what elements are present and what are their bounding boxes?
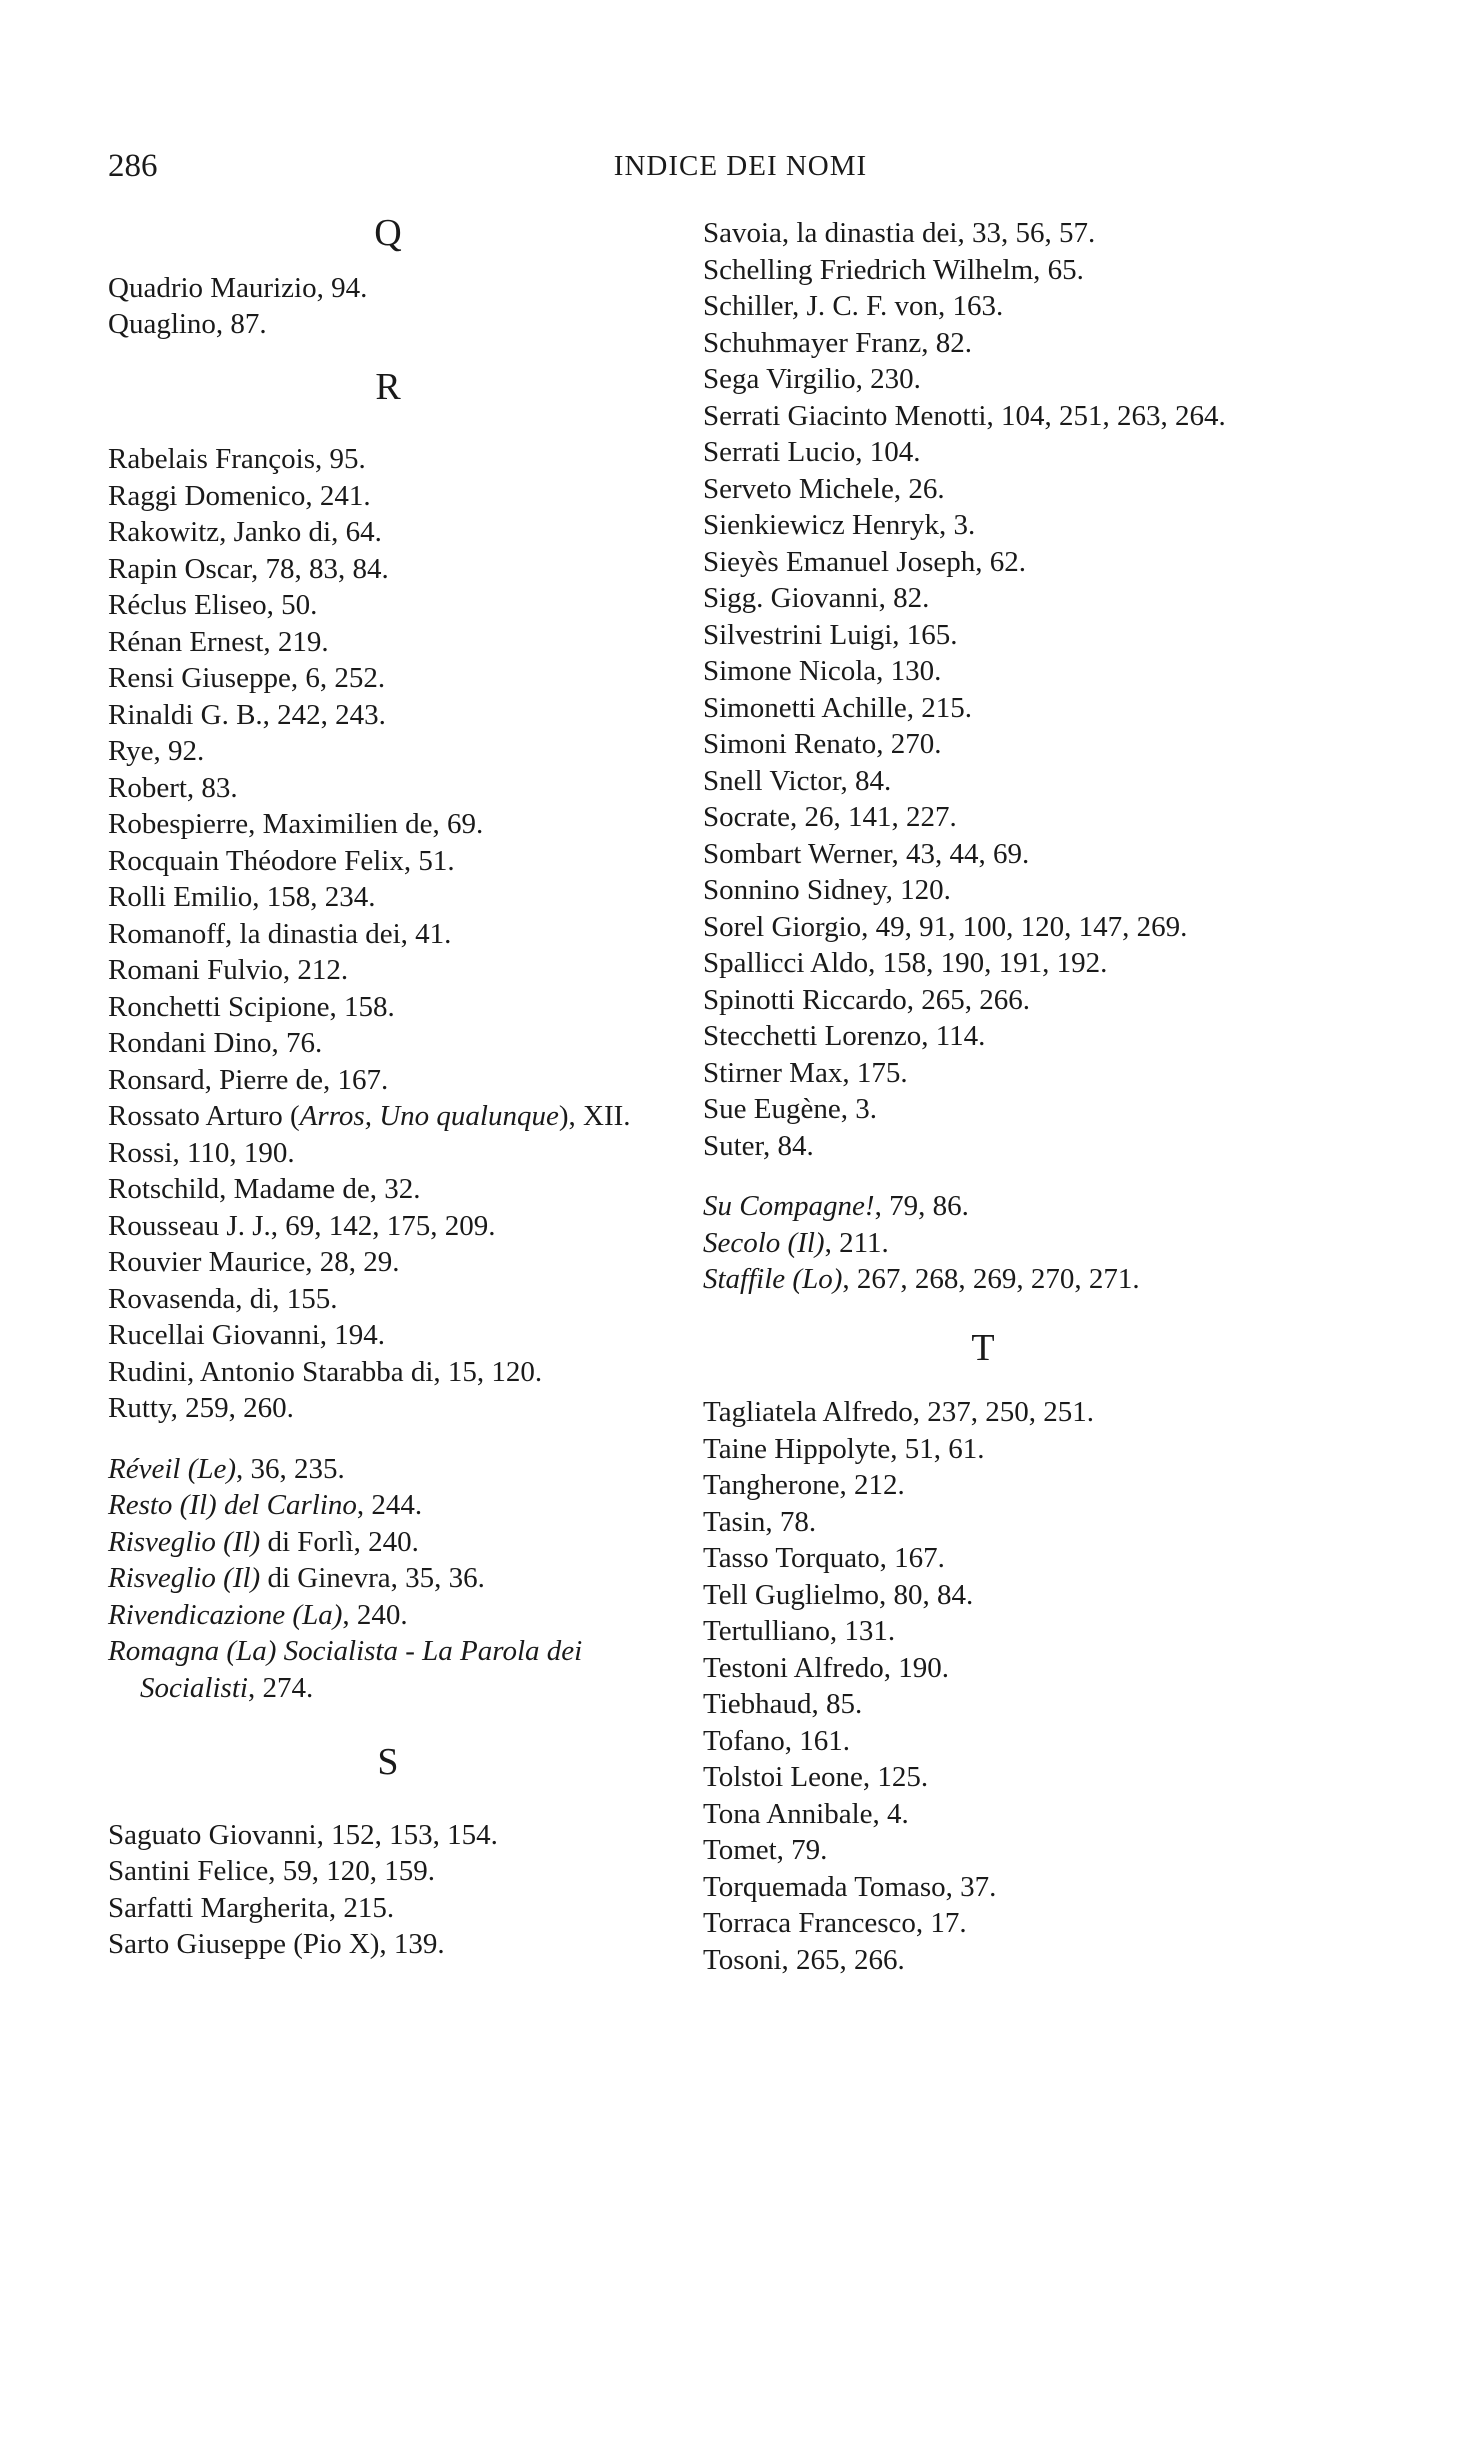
running-title: INDICE DEI NOMI xyxy=(613,150,868,182)
periodical-pages: , 267, 268, 269, 270, 271. xyxy=(842,1263,1140,1295)
index-entry: Serveto Michele, 26. xyxy=(703,472,945,505)
periodical-title: Risveglio (Il) xyxy=(108,1562,261,1594)
index-entry: Rucellai Giovanni, 194. xyxy=(108,1319,386,1351)
index-entry: Sarto Giuseppe (Pio X), 139. xyxy=(108,1928,445,1960)
index-entry: Schelling Friedrich Wilhelm, 65. xyxy=(703,253,1084,286)
periodical-pages: , 36, 235. xyxy=(236,1452,345,1485)
index-entry: Socrate, 26, 141, 227. xyxy=(703,801,957,833)
periodical-pages: , 79, 86. xyxy=(874,1190,969,1222)
index-entry: Sienkiewicz Henryk, 3. xyxy=(703,509,976,541)
index-entry: Sega Virgilio, 230. xyxy=(703,363,921,395)
s-periodicals xyxy=(703,1188,1263,1298)
index-entry: Rolli Emilio, 158, 234. xyxy=(108,881,376,913)
index-entry: Stecchetti Lorenzo, 114. xyxy=(703,1020,986,1052)
index-entry: Tolstoi Leone, 125. xyxy=(703,1761,929,1793)
index-entry: Sieyès Emanuel Joseph, 62. xyxy=(703,545,1026,578)
index-entry: Savoia, la dinastia dei, 33, 56, 57. xyxy=(703,217,1096,249)
index-entry-rossato xyxy=(108,1098,668,1135)
right-column xyxy=(703,215,1263,1978)
index-entry: Santini Felice, 59, 120, 159. xyxy=(108,1855,436,1887)
periodical-title: Romagna (La) Socialista - La Parola dei Socialisti xyxy=(108,1635,590,1704)
index-entry: Rousseau J. J., 69, 142, 175, 209. xyxy=(108,1209,496,1242)
index-entry: Schuhmayer Franz, 82. xyxy=(703,326,972,359)
index-entry: Sue Eugène, 3. xyxy=(703,1093,877,1125)
periodical-pages: , 274. xyxy=(247,1671,314,1704)
periodical-entry xyxy=(108,1633,668,1706)
r-entries xyxy=(108,441,668,1098)
section-letter-r: R xyxy=(375,365,401,408)
index-entry: Rinaldi G. B., 242, 243. xyxy=(108,698,386,731)
index-entry: Serrati Giacinto Menotti, 104, 251, 263, 264. xyxy=(703,399,1226,432)
periodical-entry xyxy=(703,1225,1263,1262)
periodical-title: Risveglio (Il) xyxy=(108,1525,261,1558)
section-letter-s: S xyxy=(377,1741,399,1783)
index-entry: Robert, 83. xyxy=(108,771,238,804)
index-entry: Sonnino Sidney, 120. xyxy=(703,874,951,906)
index-entry: Saguato Giovanni, 152, 153, 154. xyxy=(108,1818,498,1851)
periodical-entry xyxy=(108,1451,668,1488)
index-entry: Tomet, 79. xyxy=(703,1834,828,1866)
q-entries xyxy=(108,270,668,343)
index-entry: Rutty, 259, 260. xyxy=(108,1392,294,1424)
index-entry: Romani Fulvio, 212. xyxy=(108,954,349,986)
periodical-pages: di Forlì, 240. xyxy=(260,1525,419,1558)
s-entries-left xyxy=(108,1817,668,1963)
periodical-title: Secolo (Il) xyxy=(703,1226,825,1259)
index-entry: Rouvier Maurice, 28, 29. xyxy=(108,1246,400,1278)
entry-name: Rossato Arturo ( xyxy=(108,1100,300,1132)
periodical-title: Su Compagne! xyxy=(703,1190,875,1222)
r-entries-continued xyxy=(108,1135,668,1427)
index-entry: Tiebhaud, 85. xyxy=(703,1688,863,1720)
periodical-entry xyxy=(703,1261,1263,1298)
index-entry: Tofano, 161. xyxy=(703,1724,850,1757)
index-entry: Spinotti Riccardo, 265, 266. xyxy=(703,983,1031,1016)
index-entry: Simoni Renato, 270. xyxy=(703,728,942,760)
index-entry: Tona Annibale, 4. xyxy=(703,1797,909,1830)
index-entry: Rakowitz, Janko di, 64. xyxy=(108,516,382,548)
index-entry: Tagliatela Alfredo, 237, 250, 251. xyxy=(703,1396,1094,1428)
index-entry: Silvestrini Luigi, 165. xyxy=(703,618,958,651)
index-entry: Tosoni, 265, 266. xyxy=(703,1943,905,1976)
periodical-entry xyxy=(703,1188,1263,1225)
index-entry: Sorel Giorgio, 49, 91, 100, 120, 147, 269. xyxy=(703,910,1188,943)
index-entry: Quaglino, 87. xyxy=(108,308,267,340)
index-entry: Serrati Lucio, 104. xyxy=(703,436,921,468)
entry-alias: Arros, Uno qualunque xyxy=(299,1100,559,1132)
periodical-title: Staffile (Lo) xyxy=(703,1263,843,1295)
entry-pages: ), XII. xyxy=(558,1100,631,1132)
index-entry: Stirner Max, 175. xyxy=(703,1056,908,1089)
index-entry: Taine Hippolyte, 51, 61. xyxy=(703,1432,985,1465)
index-entry: Rondani Dino, 76. xyxy=(108,1027,323,1059)
periodical-entry xyxy=(108,1597,668,1634)
index-entry: Torraca Francesco, 17. xyxy=(703,1907,967,1939)
r-periodicals xyxy=(108,1451,668,1707)
index-entry: Sigg. Giovanni, 82. xyxy=(703,582,930,614)
index-entry: Rye, 92. xyxy=(108,735,205,767)
t-entries xyxy=(703,1394,1263,1978)
index-entry: Tasso Torquato, 167. xyxy=(703,1542,945,1574)
index-entry: Ronsard, Pierre de, 167. xyxy=(108,1063,389,1096)
periodical-pages: di Ginevra, 35, 36. xyxy=(260,1562,485,1594)
index-entry: Tasin, 78. xyxy=(703,1505,817,1538)
index-entry: Schiller, J. C. F. von, 163. xyxy=(703,290,1004,322)
s-entries-right xyxy=(703,215,1263,1164)
index-entry: Robespierre, Maximilien de, 69. xyxy=(108,808,484,840)
section-letter-q: Q xyxy=(374,212,402,254)
periodical-entry xyxy=(108,1487,668,1524)
periodical-pages: , 211. xyxy=(824,1226,889,1259)
periodical-title: Réveil (Le) xyxy=(108,1452,237,1485)
index-entry: Raggi Domenico, 241. xyxy=(108,479,371,512)
periodical-pages: , 244. xyxy=(356,1489,423,1521)
index-entry: Tangherone, 212. xyxy=(703,1469,905,1501)
index-entry: Rocquain Théodore Felix, 51. xyxy=(108,844,455,877)
index-entry: Sombart Werner, 43, 44, 69. xyxy=(703,837,1030,870)
index-entry: Tell Guglielmo, 80, 84. xyxy=(703,1578,974,1611)
index-entry: Rabelais François, 95. xyxy=(108,443,366,475)
index-entry: Réclus Eliseo, 50. xyxy=(108,589,318,621)
index-entry: Rossi, 110, 190. xyxy=(108,1136,295,1169)
periodical-title: Resto (Il) del Carlino xyxy=(108,1489,357,1521)
index-entry: Spallicci Aldo, 158, 190, 191, 192. xyxy=(703,947,1108,979)
index-entry: Romanoff, la dinastia dei, 41. xyxy=(108,917,452,950)
periodical-entry xyxy=(108,1560,668,1597)
index-entry: Simonetti Achille, 215. xyxy=(703,691,973,724)
index-entry: Snell Victor, 84. xyxy=(703,764,892,797)
index-entry: Rénan Ernest, 219. xyxy=(108,625,329,658)
index-entry: Sarfatti Margherita, 215. xyxy=(108,1891,395,1924)
index-entry: Suter, 84. xyxy=(703,1129,814,1162)
index-entry: Rensi Giuseppe, 6, 252. xyxy=(108,662,386,694)
periodical-entry xyxy=(108,1524,668,1561)
index-entry: Testoni Alfredo, 190. xyxy=(703,1651,950,1684)
index-entry: Ronchetti Scipione, 158. xyxy=(108,990,395,1023)
index-entry: Rotschild, Madame de, 32. xyxy=(108,1173,421,1205)
periodical-title: Rivendicazione (La) xyxy=(108,1598,343,1631)
page-number: 286 xyxy=(108,148,158,184)
index-entry: Torquemada Tomaso, 37. xyxy=(703,1870,997,1903)
index-entry: Quadrio Maurizio, 94. xyxy=(108,271,368,304)
periodical-pages: , 240. xyxy=(342,1598,408,1631)
index-entry: Simone Nicola, 130. xyxy=(703,655,942,687)
left-column xyxy=(108,212,668,1963)
index-entry: Rovasenda, di, 155. xyxy=(108,1282,338,1315)
index-entry: Rapin Oscar, 78, 83, 84. xyxy=(108,552,389,585)
index-entry: Rudini, Antonio Starabba di, 15, 120. xyxy=(108,1355,543,1388)
index-entry: Tertulliano, 131. xyxy=(703,1615,896,1647)
section-letter-t: T xyxy=(971,1326,995,1369)
